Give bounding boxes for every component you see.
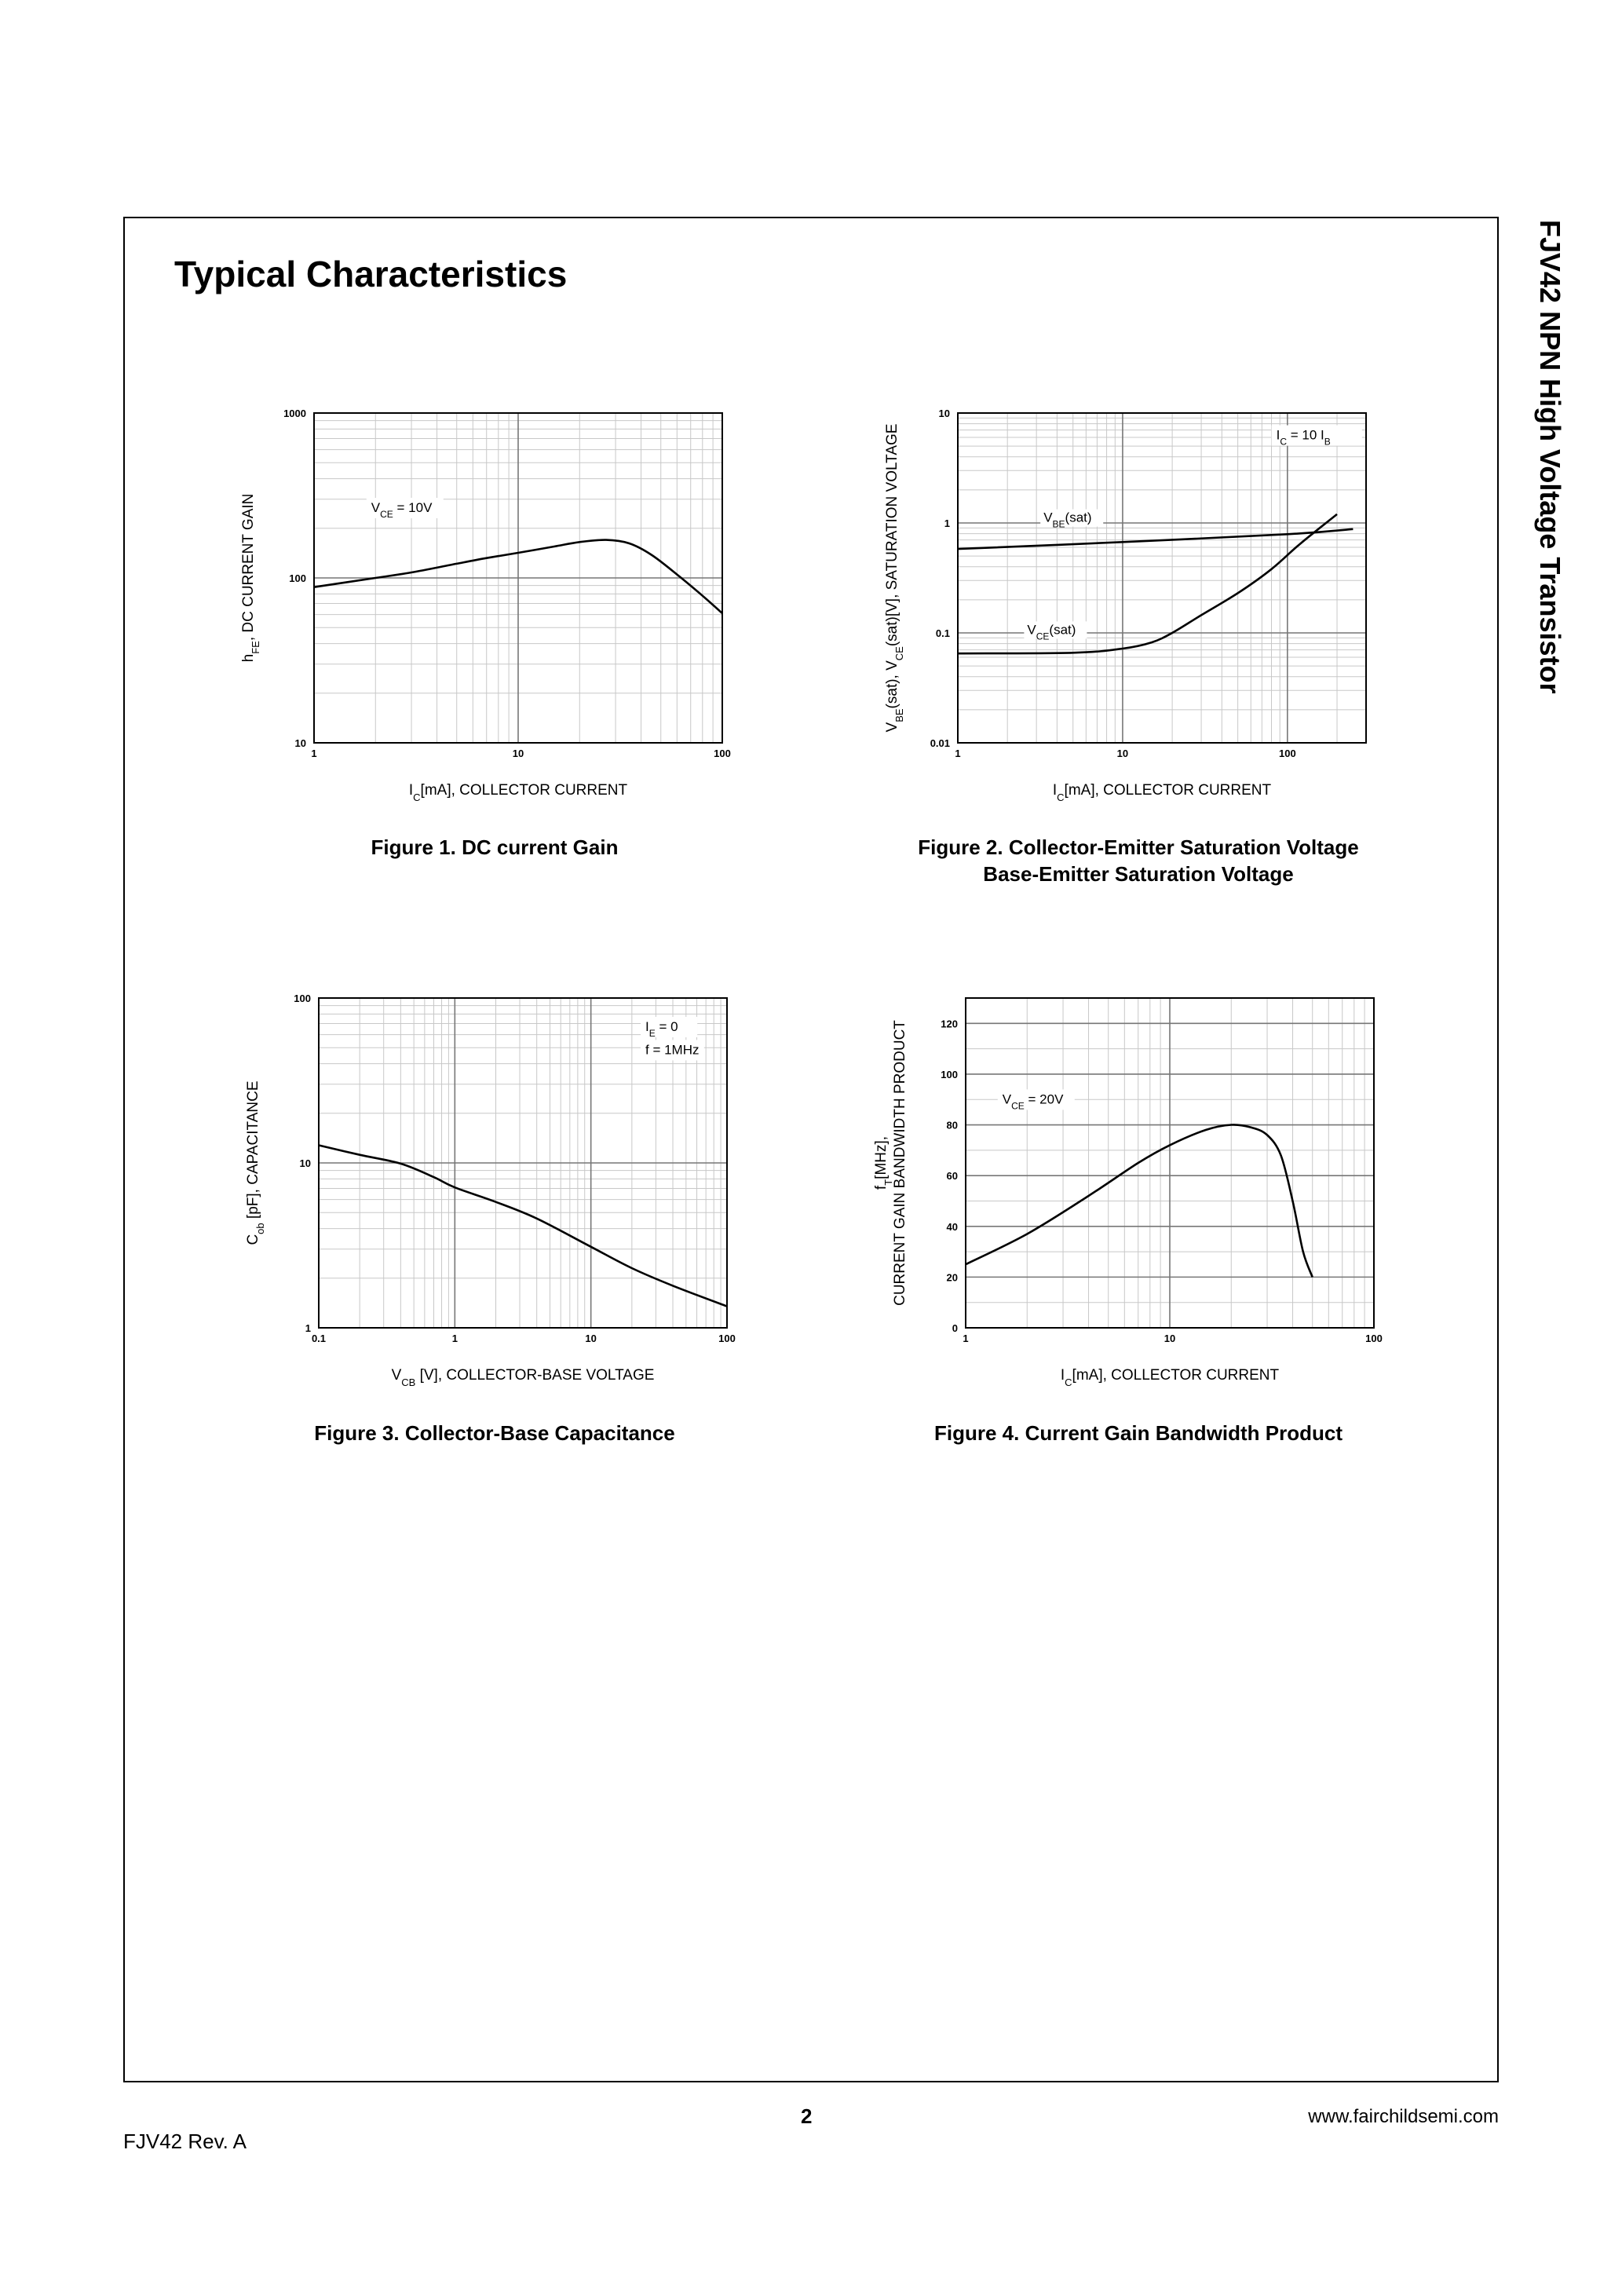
y-tick-label: 0 [952, 1322, 958, 1334]
y-axis-label: $C_{ob}$ [pF], CAPACITANCE [245, 1080, 266, 1245]
annotation-text: $I_C = 10$ $I_B$ [1276, 427, 1331, 448]
y-tick-label: 80 [946, 1119, 958, 1132]
x-axis-label: $I_C[mA]$, COLLECTOR CURRENT [1060, 1367, 1280, 1388]
side-title-text: FJV42 NPN High Voltage Transistor [1534, 220, 1566, 694]
series-line-cob [319, 1146, 727, 1307]
y-tick-label: 100 [941, 1068, 958, 1080]
y-tick-label: 0.1 [935, 627, 950, 639]
chart-dc-current-gain [220, 393, 738, 817]
chart-gain-bandwidth-product [864, 978, 1382, 1402]
grid [966, 998, 1374, 1328]
series-label: $V_{BE}(sat)$ [1043, 510, 1092, 530]
x-tick-label: 1 [963, 1333, 969, 1344]
grid [958, 413, 1366, 743]
y-tick-label: 10 [938, 408, 950, 419]
annotation-text: $V_{CE} = 10V$ [371, 500, 433, 520]
x-axis-label: $I_C[mA]$, COLLECTOR CURRENT [1052, 782, 1272, 803]
x-tick-label: 1 [311, 748, 317, 759]
caption-figure-2 [864, 834, 1413, 887]
x-tick-label: 100 [718, 1333, 736, 1344]
annotation-text: $I_E = 0$ [645, 1019, 678, 1039]
caption-figure-4: Figure 4. Current Gain Bandwidth Product [933, 1421, 1343, 1445]
y-tick-label: 20 [946, 1271, 958, 1284]
x-axis-label: $I_C[mA]$, COLLECTOR CURRENT [408, 782, 628, 803]
x-tick-label: 100 [714, 748, 731, 759]
x-tick-label: 10 [585, 1333, 597, 1344]
plot-frame [958, 413, 1366, 743]
chart-saturation-voltage [864, 393, 1382, 817]
y-tick-label: 100 [294, 993, 311, 1004]
y-tick-label: 0.01 [930, 737, 950, 749]
series-label: $V_{CE}(sat)$ [1027, 622, 1076, 642]
y-tick-label: 40 [946, 1220, 958, 1233]
y-axis-label: $h_{FE}$, DC CURRENT GAIN [240, 493, 261, 663]
series-line-v-be-sat- [958, 529, 1353, 549]
y-axis-label: $V_{BE}(sat)$, $V_{CE}(sat)[V]$, SATURATION VOLTAGE [884, 423, 905, 733]
x-tick-label: 0.1 [311, 1333, 327, 1344]
x-tick-label: 10 [1164, 1333, 1176, 1344]
y-tick-label: 60 [946, 1170, 958, 1183]
caption-figure-2-line2: Base-Emitter Saturation Voltage [983, 862, 1294, 886]
x-axis-label: $V_{CB}$ [V], COLLECTOR-BASE VOLTAGE [391, 1367, 655, 1388]
annotation-text: f = 1MHz [645, 1042, 700, 1058]
annotation-text: $V_{CE} = 20V$ [1002, 1091, 1064, 1112]
x-tick-label: 10 [512, 748, 524, 759]
page-number: 2 [801, 2104, 813, 2128]
caption-figure-2-line1: Figure 2. Collector-Emitter Saturation Voltage [918, 835, 1359, 859]
y-tick-label: 100 [289, 572, 306, 584]
footer-website: www.fairchildsemi.com [1308, 2106, 1499, 2127]
y-tick-label: 1 [305, 1322, 311, 1334]
y-tick-label: 10 [299, 1157, 311, 1169]
y-tick-label: 10 [294, 737, 306, 749]
x-tick-label: 10 [1116, 748, 1129, 759]
y-tick-label: 1000 [283, 408, 306, 419]
x-tick-label: 1 [451, 1333, 458, 1344]
x-tick-label: 100 [1365, 1333, 1383, 1344]
chart-collector-base-capacitance [220, 978, 738, 1402]
side-title [1527, 220, 1574, 785]
y-axis-label: $f_T[MHz]$, [873, 1135, 894, 1190]
section-title: Typical Characteristics [174, 254, 568, 294]
x-tick-label: 1 [955, 748, 961, 759]
x-tick-label: 100 [1278, 748, 1296, 759]
y-tick-label: 1 [944, 517, 950, 529]
caption-figure-1: Figure 1. DC current Gain [371, 835, 619, 859]
y-tick-label: 120 [941, 1018, 958, 1030]
footer-revision: FJV42 Rev. A [123, 2130, 247, 2153]
caption-figure-3: Figure 3. Collector-Base Capacitance [314, 1421, 675, 1445]
y-axis-label-line2: CURRENT GAIN BANDWIDTH PRODUCT [892, 1020, 908, 1306]
